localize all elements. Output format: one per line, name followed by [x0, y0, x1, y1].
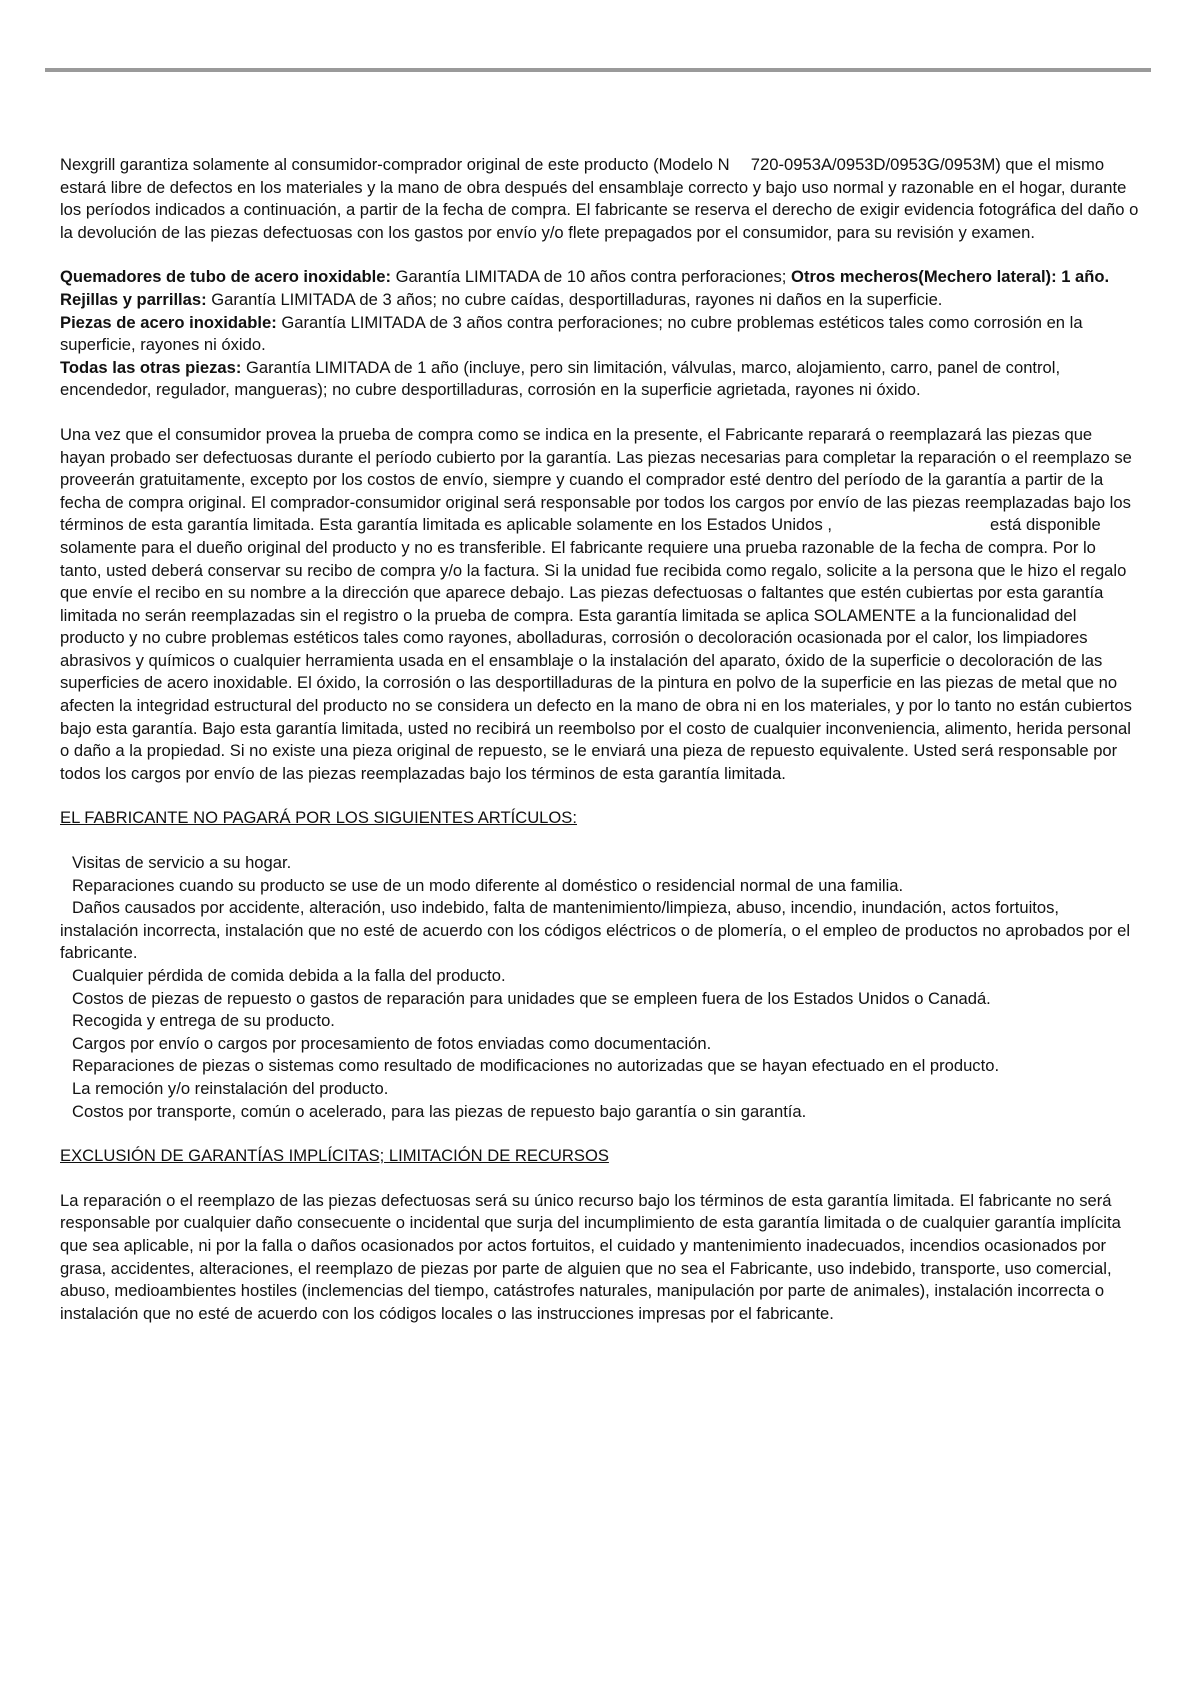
warranty-item-text: Garantía LIMITADA de 1 año (incluye, pero sin limitación, válvulas, marco, alojamiento, carro, panel de control, encendedor, regulador, mangueras); no cubre desportilladuras, corrosión en la superficie agrietada, rayones ni óxido.	[60, 357, 1061, 400]
list-item: Costos de piezas de repuesto o gastos de reparación para unidades que se empleen fuera de los Estados Unidos o Canadá.	[72, 988, 991, 1008]
list-item: La remoción y/o reinstalación del producto.	[72, 1078, 389, 1098]
warranty-document	[60, 154, 1140, 1347]
coverage-text-part1: Una vez que el consumidor provea la prueba de compra como se indica en la presente, el Fabricante reparará o reemplazará las piezas que hayan probado ser defectuosas durante el período cubierto por la garantía. Las piezas necesarias para completar la reparación o el reemplazo se proveerán gratuitamente, excepto por los costos de envío, siempre y cuando el comprador esté dentro del período de la garantía a partir de la fecha de compra original. El comprador-consumidor original será responsable por todos los cargos por envío de las piezas reemplazadas bajo los términos de esta garantía limitada. Esta garantía limitada es aplicable solamente en los Estados Unidos ,	[60, 424, 1132, 535]
warranty-item-label: Piezas de acero inoxidable:	[60, 312, 277, 332]
warranty-item-label: Rejillas y parrillas:	[60, 289, 207, 309]
warranty-item-text: Garantía LIMITADA de 10 años contra perforaciones;	[391, 267, 792, 287]
warranty-item-label: Quemadores de tubo de acero inoxidable:	[60, 267, 392, 287]
warranty-item	[60, 289, 1140, 312]
list-item: Reparaciones cuando su producto se use de un modo diferente al doméstico o residencial normal de una familia.	[72, 875, 904, 895]
list-item: Cargos por envío o cargos por procesamiento de fotos enviadas como documentación.	[72, 1033, 712, 1053]
list-item: Daños causados por accidente, alteración, uso indebido, falta de mantenimiento/limpieza, abuso, incendio, inundación, actos fortuitos, instalación incorrecta, instalación que no esté de acuerdo con los códigos eléctricos o de plomería, o el empleo de productos no aprobados por el fabricante.	[60, 898, 1131, 963]
warranty-item-text: Garantía LIMITADA de 3 años; no cubre caídas, desportilladuras, rayones ni daños en la superficie.	[206, 289, 943, 309]
header-rule	[45, 68, 1151, 72]
list-item: Reparaciones de piezas o sistemas como resultado de modificaciones no autorizadas que se hayan efectuado en el producto.	[72, 1056, 1000, 1076]
not-covered-heading: EL FABRICANTE NO PAGARÁ POR LOS SIGUIENTES ARTÍCULOS:	[60, 808, 577, 828]
exclusion-heading: EXCLUSIÓN DE GARANTÍAS IMPLÍCITAS; LIMITACIÓN DE RECURSOS	[60, 1146, 609, 1166]
warranty-item-label: Todas las otras piezas:	[60, 357, 242, 377]
coverage-paragraph	[60, 424, 1140, 786]
list-item: Costos por transporte, común o acelerado, para las piezas de repuesto bajo garantía o sin garantía.	[72, 1101, 807, 1121]
intro-paragraph: Nexgrill garantiza solamente al consumidor-comprador original de este producto (Modelo N 720-0953A/0953D/0953G/0953M) que el mismo estará libre de defectos en los materiales y la mano de obra después del ensamblaje correcto y bajo uso normal y razonable en el hogar, durante los períodos indicados a continuación, a partir de la fecha de compra. El fabricante se reserva el derecho de exigir evidencia fotográfica del daño o la devolución de las piezas defectuosas con los gastos por envío y/o flete prepagados por el consumidor, para su revisión y examen.	[60, 155, 1139, 242]
not-covered-list	[60, 852, 1140, 1123]
warranty-item-text: Garantía LIMITADA de 3 años contra perforaciones; no cubre problemas estéticos tales como corrosión en la superficie, rayones ni óxido.	[60, 312, 1083, 355]
warranty-item	[60, 312, 1140, 357]
warranty-item-extra: Otros mecheros(Mechero lateral): 1 año.	[791, 267, 1110, 287]
exclusion-paragraph: La reparación o el reemplazo de las piezas defectuosas será su único recurso bajo los términos de esta garantía limitada. El fabricante no será responsable por cualquier daño consecuente o incidental que surja del incumplimiento de esta garantía limitada o de cualquier garantía implícita que sea aplicable, ni por la falla o daños ocasionados por actos fortuitos, el cuidado y mantenimiento inadecuados, incendios ocasionados por grasa, accidentes, alteraciones, el reemplazo de piezas por parte de alguien que no sea el Fabricante, uso indebido, transporte, uso comercial, abuso, medioambientes hostiles (inclemencias del tiempo, catástrofes naturales, manipulación por parte de animales), instalación incorrecta o instalación que no esté de acuerdo con los códigos locales o las instrucciones impresas por el fabricante.	[60, 1190, 1121, 1323]
list-item: Visitas de servicio a su hogar.	[72, 853, 292, 873]
list-item: Recogida y entrega de su producto.	[72, 1011, 335, 1031]
list-item: Cualquier pérdida de comida debida a la falla del producto.	[72, 966, 506, 985]
coverage-text-part2: está disponible solamente para el dueño original del producto y no es transferible. El fabricante requiere una prueba razonable de la fecha de compra. Por lo tanto, usted deberá conservar su recibo de compra y/o la factura. Si la unidad fue recibida como regalo, solicite a la persona que le hizo el regalo que envíe el recibo en su nombre a la dirección que aparece debajo. Las piezas defectuosas o faltantes que estén cubiertas por esta garantía limitada no serán reemplazadas sin el registro o la prueba de compra. Esta garantía limitada se aplica SOLAMENTE a la funcionalidad del producto y no cubre problemas estéticos tales como rayones, abolladuras, corrosión o decoloración ocasionada por el calor, los limpiadores abrasivos y químicos o cualquier herramienta usada en el ensamblaje o la instalación del aparato, óxido de la superficie o decoloración de las superficies de acero inoxidable. El óxido, la corrosión o las desportilladuras de la pintura en polvo de la superficie en las piezas de metal que no afecten la integridad estructural del producto no se considera un defecto en la mano de obra ni en los materiales, y por lo tanto no están cubiertos bajo esta garantía. Bajo esta garantía limitada, usted no recibirá un reembolso por el costo de cualquier inconveniencia, alimento, herida personal o daño a la propiedad. Si no existe una pieza original de repuesto, se le enviará una pieza de repuesto equivalente. Usted será responsable por todos los cargos por envío de las piezas reemplazadas bajo los términos de esta garantía limitada.	[60, 515, 1132, 783]
warranty-item	[60, 357, 1140, 402]
warranty-item	[60, 266, 1140, 289]
warranty-terms	[60, 266, 1140, 402]
